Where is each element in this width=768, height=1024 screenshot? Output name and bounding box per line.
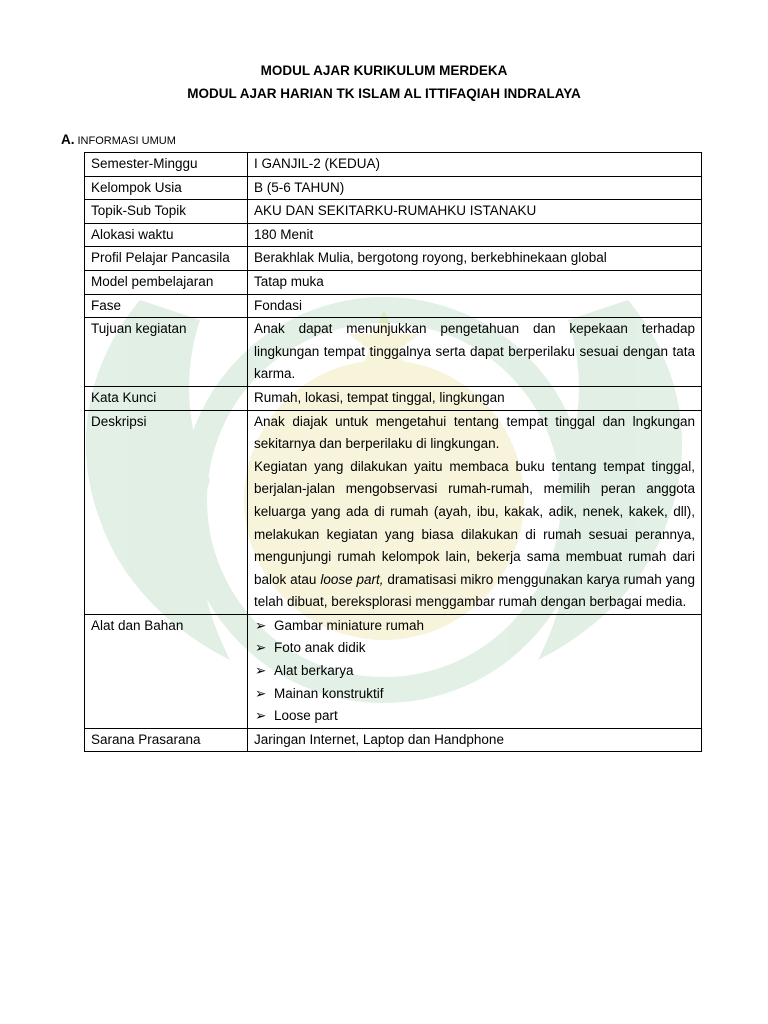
- row-value: Anak dapat menunjukkan pengetahuan dan kepekaan terhadap lingkungan tempat tinggalnya serta dapat berperilaku sesuai dengan tata karma.: [248, 318, 702, 387]
- row-label: Sarana Prasarana: [85, 728, 248, 752]
- row-label: Profil Pelajar Pancasila: [85, 247, 248, 271]
- document-title: MODUL AJAR KURIKULUM MERDEKA: [260, 63, 508, 78]
- row-label: Deskripsi: [85, 410, 248, 614]
- arrow-bullet-icon: ➢: [255, 685, 267, 701]
- info-table: [84, 152, 702, 752]
- row-value: Fondasi: [248, 294, 702, 318]
- row-value: Berakhlak Mulia, bergotong royong, berkebhinekaan global: [248, 247, 702, 271]
- description-paragraph-2: [254, 456, 695, 614]
- row-value: B (5-6 TAHUN): [248, 176, 702, 200]
- table-row: [85, 247, 702, 271]
- table-row: [85, 176, 702, 200]
- description-text: Kegiatan yang dilakukan yaitu membaca buku tentang tempat tinggal, berjalan-jalan mengobservasi rumah-rumah, memilih peran anggota keluarga yang ada di rumah (ayah, ibu, kakak, adik, nenek, kakek, dll), melakukan kegiatan yang biasa dilakukan di rumah sesuai perannya, mengunjungi rumah kelompok lain, bekerja sama membuat rumah dari balok atau: [254, 458, 695, 587]
- list-item: [254, 615, 695, 638]
- description-paragraph-1: Anak diajak untuk mengetahui tentang tempat tinggal dan lngkungan sekitarnya dan berperilaku di lingkungan.: [254, 413, 695, 452]
- arrow-bullet-icon: ➢: [255, 708, 267, 724]
- document-subtitle: MODUL AJAR HARIAN TK ISLAM AL ITTIFAQIAH INDRALAYA: [187, 86, 581, 101]
- row-value: 180 Menit: [248, 223, 702, 247]
- section-letter: A.: [61, 132, 75, 147]
- list-item-text: Gambar miniature rumah: [274, 617, 425, 633]
- row-value: Rumah, lokasi, tempat tinggal, lingkungan: [248, 386, 702, 410]
- row-label: Topik-Sub Topik: [85, 200, 248, 224]
- table-row: [85, 728, 702, 752]
- row-label: Tujuan kegiatan: [85, 318, 248, 387]
- list-item: [254, 637, 695, 660]
- list-item-text: Loose part: [274, 708, 338, 724]
- row-label: Semester-Minggu: [85, 153, 248, 177]
- table-row: [85, 614, 702, 728]
- row-value: AKU DAN SEKITARKU-RUMAHKU ISTANAKU: [248, 200, 702, 224]
- table-row: [85, 200, 702, 224]
- table-row: [85, 153, 702, 177]
- list-item-text: Mainan konstruktif: [274, 685, 384, 701]
- table-row: [85, 294, 702, 318]
- row-value: [248, 614, 702, 728]
- section-title: INFORMASI UMUM: [77, 135, 176, 147]
- list-item: [254, 660, 695, 683]
- list-item-text: Alat berkarya: [274, 663, 354, 679]
- row-value: [248, 410, 702, 614]
- table-row: [85, 318, 702, 387]
- table-row: [85, 270, 702, 294]
- row-label: Kelompok Usia: [85, 176, 248, 200]
- row-label: Alat dan Bahan: [85, 614, 248, 728]
- row-label: Alokasi waktu: [85, 223, 248, 247]
- table-row: [85, 223, 702, 247]
- row-label: Kata Kunci: [85, 386, 248, 410]
- list-item: [254, 683, 695, 706]
- row-label: Model pembelajaran: [85, 270, 248, 294]
- row-value: Jaringan Internet, Laptop dan Handphone: [248, 728, 702, 752]
- description-text: dramatisasi mikro menggunakan karya rumah yang telah dibuat, bereksplorasi menggambar rumah dengan berbagai media.: [254, 571, 695, 610]
- table-row: [85, 386, 702, 410]
- list-item-text: Foto anak didik: [274, 640, 366, 656]
- arrow-bullet-icon: ➢: [255, 663, 267, 679]
- row-label: Fase: [85, 294, 248, 318]
- row-value: Tatap muka: [248, 270, 702, 294]
- description-italic-term: loose part,: [320, 571, 384, 587]
- section-heading: [61, 132, 176, 147]
- table-row: [85, 410, 702, 614]
- list-item: [254, 705, 695, 728]
- arrow-bullet-icon: ➢: [255, 617, 267, 633]
- tools-list: [254, 615, 695, 728]
- row-value: I GANJIL-2 (KEDUA): [248, 153, 702, 177]
- arrow-bullet-icon: ➢: [255, 640, 267, 656]
